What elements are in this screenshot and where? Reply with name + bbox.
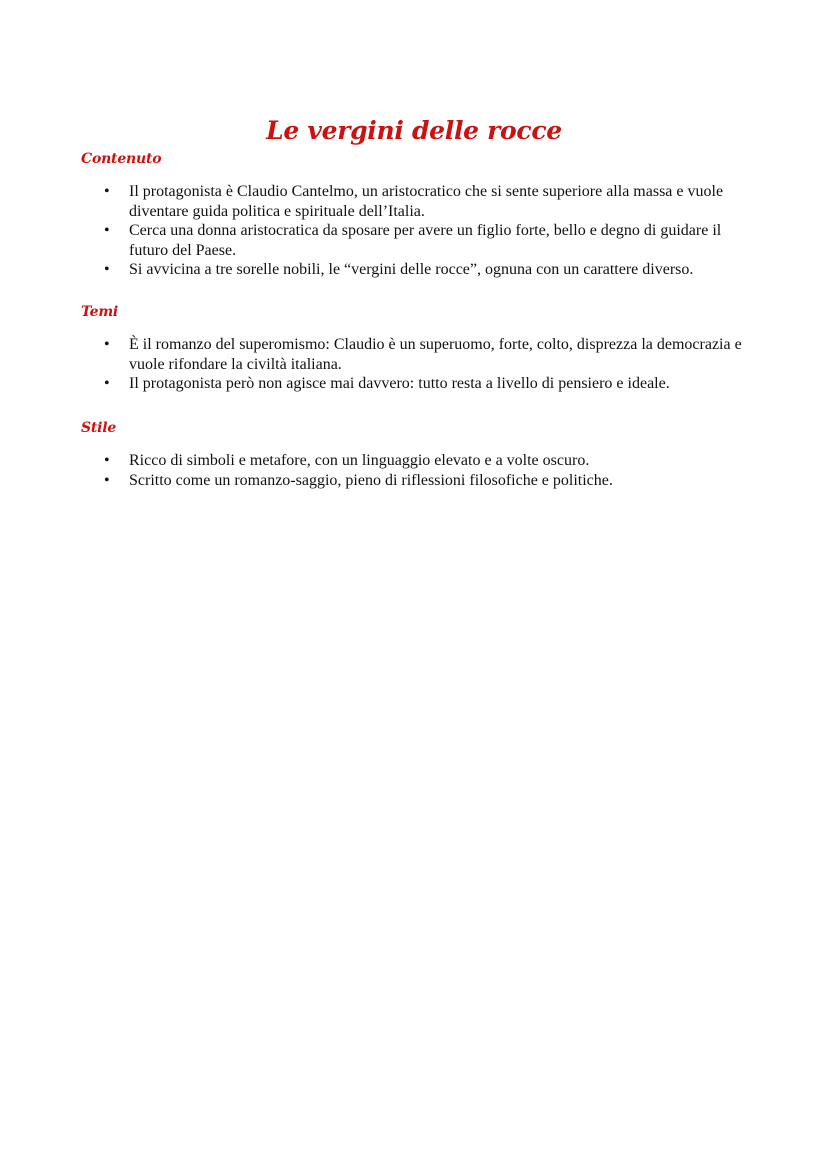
list-item-text: Ricco di simboli e metafore, con un linguaggio elevato e a volte oscuro. [129, 452, 590, 469]
bullet-icon: • [104, 471, 110, 489]
bullet-icon: • [104, 375, 110, 392]
list-item [0, 260, 759, 280]
bullet-icon: • [104, 222, 110, 239]
list-item-text: È il romanzo del superomismo: Claudio è un superuomo, forte, colto, disprezza la democrazia e vuole rifondare la civiltà italiana. [129, 336, 742, 373]
list-item [0, 374, 759, 394]
list-item [0, 471, 759, 491]
bullet-list [0, 182, 828, 280]
list-item [0, 221, 759, 260]
bullet-list [0, 335, 828, 394]
list-item-text: Cerca una donna aristocratica da sposare per avere un figlio forte, bello e degno di guidare il futuro del Paese. [129, 222, 722, 259]
list-item [0, 182, 759, 221]
section-heading: Stile [81, 420, 117, 436]
section-heading: Temi [81, 304, 119, 320]
list-item-text: Scritto come un romanzo-saggio, pieno di riflessioni filosofiche e politiche. [129, 471, 613, 489]
bullet-icon: • [104, 336, 110, 353]
bullet-icon: • [104, 261, 110, 278]
bullet-icon: • [104, 183, 110, 200]
list-item [0, 451, 759, 471]
document-title: Le vergini delle rocce [266, 115, 562, 145]
section-heading: Contenuto [81, 151, 162, 167]
bullet-list [0, 451, 828, 490]
list-item-text: Il protagonista però non agisce mai davvero: tutto resta a livello di pensiero e ideale. [129, 375, 670, 392]
list-item-text: Il protagonista è Claudio Cantelmo, un aristocratico che si sente superiore alla massa e vuole diventare guida politica e spirituale dell’Italia. [129, 183, 724, 220]
list-item-text: Si avvicina a tre sorelle nobili, le “vergini delle rocce”, ognuna con un carattere diverso. [129, 261, 694, 278]
list-item [0, 335, 759, 374]
bullet-icon: • [104, 452, 110, 469]
